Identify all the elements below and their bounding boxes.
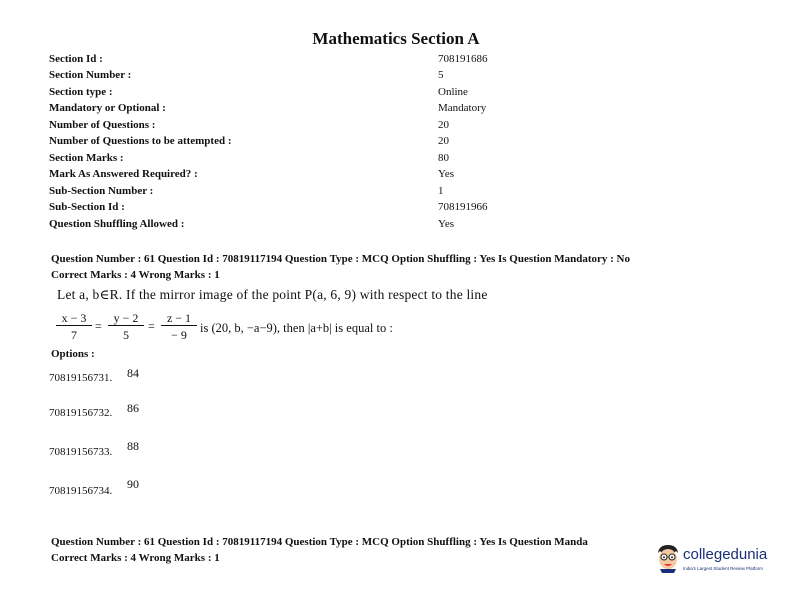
fraction-x-numerator: x − 3 [56, 311, 92, 326]
fraction-y-numerator: y − 2 [108, 311, 144, 326]
option-id-4: 70819156734. [49, 485, 113, 497]
info-value-mandatory: Mandatory [438, 102, 487, 114]
info-label-section-type: Section type : [49, 86, 113, 98]
info-value-subsection-id: 708191966 [438, 201, 488, 213]
info-label-mandatory: Mandatory or Optional : [49, 102, 166, 114]
info-value-section-number: 5 [438, 69, 444, 81]
section-title: Mathematics Section A [312, 29, 480, 48]
fraction-z [161, 311, 197, 342]
option-value-4[interactable]: 90 [127, 477, 139, 491]
option-value-3[interactable]: 88 [127, 439, 139, 453]
question-stem-line2: is (20, b, −a−9), then |a+b| is equal to : [200, 321, 393, 335]
info-value-subsection-number: 1 [438, 185, 444, 197]
options-label: Options : [51, 348, 95, 360]
next-question-marks: Correct Marks : 4 Wrong Marks : 1 [51, 552, 220, 564]
fraction-z-numerator: z − 1 [161, 311, 197, 326]
info-label-num-attempted: Number of Questions to be attempted : [49, 135, 232, 147]
info-label-subsection-id: Sub-Section Id : [49, 201, 125, 213]
equals-sign-1: = [95, 319, 102, 333]
option-id-1: 70819156731. [49, 372, 113, 384]
fraction-y [108, 311, 144, 342]
info-value-mark-answered: Yes [438, 168, 455, 180]
question-header: Question Number : 61 Question Id : 70819117194 Question Type : MCQ Option Shuffling : Yes Is Question Mandatory : No [51, 253, 630, 265]
info-label-subsection-number: Sub-Section Number : [49, 185, 154, 197]
info-value-num-questions: 20 [438, 119, 449, 131]
equals-sign-2: = [148, 319, 155, 333]
fraction-x [56, 311, 92, 342]
info-label-shuffling: Question Shuffling Allowed : [49, 218, 185, 230]
next-question-header: Question Number : 61 Question Id : 70819117194 Question Type : MCQ Option Shuffling : Yes Is Question Manda [51, 536, 588, 548]
logo-wordmark: collegedunia [683, 546, 768, 563]
info-label-section-id: Section Id : [49, 53, 103, 65]
fraction-y-denominator: 5 [123, 328, 129, 342]
info-value-section-id: 708191686 [438, 53, 488, 65]
question-marks: Correct Marks : 4 Wrong Marks : 1 [51, 269, 220, 281]
logo-tagline: India's Largest Student Review Platform [683, 566, 763, 571]
info-label-num-questions: Number of Questions : [49, 119, 156, 131]
info-value-shuffling: Yes [438, 218, 455, 230]
info-value-num-attempted: 20 [438, 135, 449, 147]
info-label-section-marks: Section Marks : [49, 152, 124, 164]
option-id-3: 70819156733. [49, 446, 113, 458]
fraction-x-denominator: 7 [71, 328, 77, 342]
question-stem-line1: Let a, b∈R. If the mirror image of the point P(a, 6, 9) with respect to the line [57, 287, 488, 302]
fraction-z-denominator: − 9 [171, 328, 187, 342]
mascot-face-icon [655, 543, 681, 573]
option-value-2[interactable]: 86 [127, 401, 139, 415]
info-label-mark-answered: Mark As Answered Required? : [49, 168, 198, 180]
info-label-section-number: Section Number : [49, 69, 132, 81]
info-value-section-type: Online [438, 86, 468, 98]
collegedunia-logo [655, 543, 785, 583]
info-value-section-marks: 80 [438, 152, 449, 164]
option-id-2: 70819156732. [49, 407, 113, 419]
option-value-1[interactable]: 84 [127, 366, 139, 380]
